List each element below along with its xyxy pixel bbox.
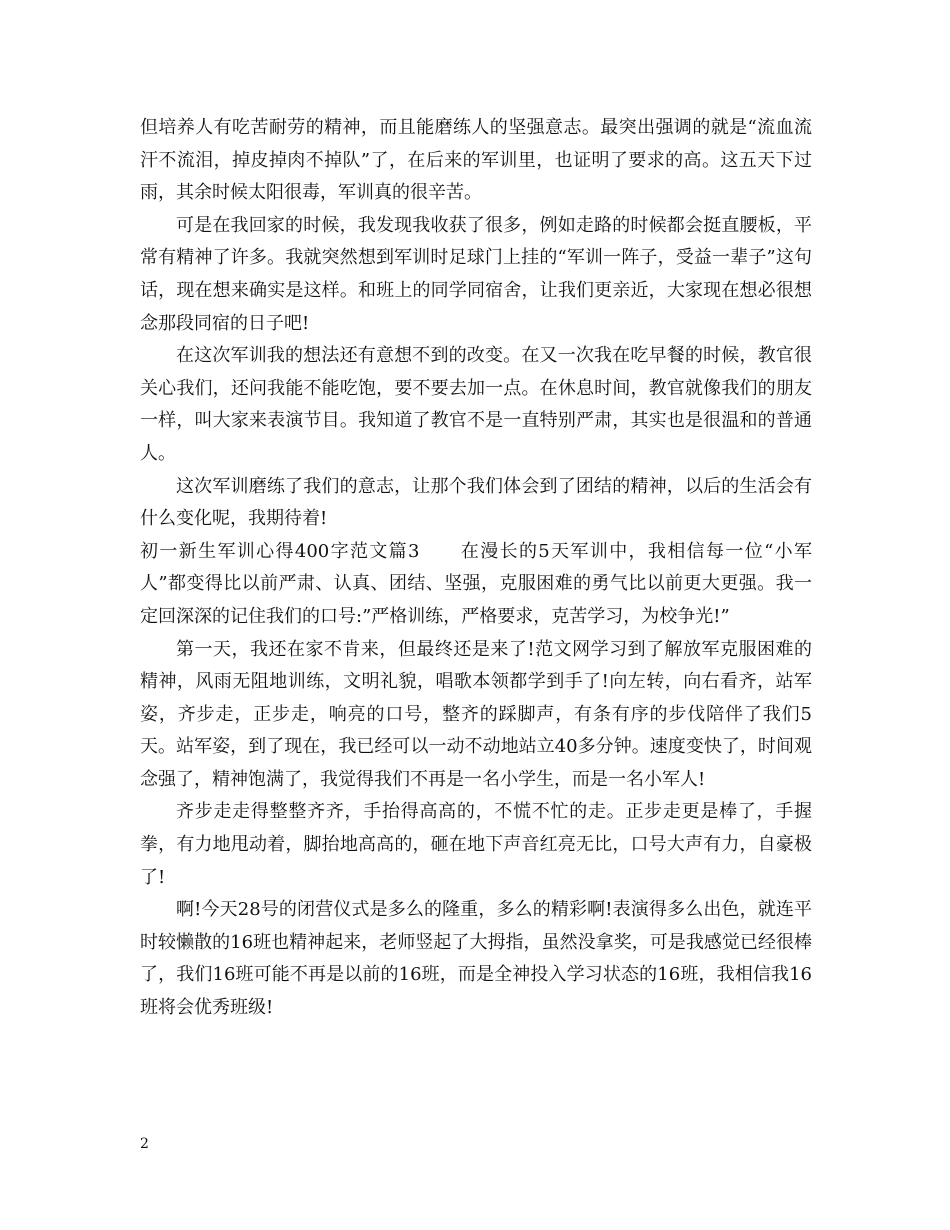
paragraph-4: 这次军训磨练了我们的意志，让那个我们体会到了团结的精神，以后的生活会有什么变化呢，我期待着! <box>140 475 812 530</box>
document-body <box>140 112 812 1025</box>
section-title: 初一新生军训心得400字范文篇3 <box>140 540 420 562</box>
paragraph-6: 齐步走走得整整齐齐，手抬得高高的，不慌不忙的走。正步走更是棒了，手握拳，有力地甩动着，脚抬地高高的，砸在地下声音红亮无比，口号大声有力，自豪极了! <box>140 801 812 888</box>
paragraph-3: 在这次军训我的想法还有意想不到的改变。在又一次我在吃早餐的时候，教官很关心我们，还问我能不能吃饱，要不要去加一点。在休息时间，教官就像我们的朋友一样，叫大家来表演节目。我知道了教官不是一直特别严肃，其实也是很温和的普通人。 <box>140 345 812 464</box>
paragraph-1: 但培养人有吃苦耐劳的精神，而且能磨练人的坚强意志。最突出强调的就是“流血流汗不流泪，掉皮掉肉不掉队”了，在后来的军训里，也证明了要求的高。这五天下过雨，其余时候太阳很毒，军训真的很辛苦。 <box>140 117 812 204</box>
section-first-paragraph: 在漫长的5天军训中，我相信每一位“小军人”都变得比以前严肃、认真、团结、坚强，克服困难的勇气比以前更大更强。我一定回深深的记住我们的口号:”严格训练，严格要求，克苦学习，为校争光!” <box>140 540 812 627</box>
paragraph-7: 啊!今天28号的闭营仪式是多么的隆重，多么的精彩啊!表演得多么出色，就连平时较懒散的16班也精神起来，老师竖起了大拇指，虽然没拿奖，可是我感觉已经很棒了，我们16班可能不再是以前的16班，而是全神投入学习状态的16班，我相信我16班将会优秀班级! <box>140 899 812 1019</box>
paragraph-5: 第一天，我还在家不肯来，但最终还是来了!范文网学习到了解放军克服困难的精神，风雨无阻地训练，文明礼貌，唱歌本领都学到手了!向左转，向右看齐，站军姿，齐步走，正步走，响亮的口号，整齐的踩脚声，有条有序的步伐陪伴了我们5天。站军姿，到了现在，我已经可以一动不动地站立40多分钟。速度变快了，时间观念强了，精神饱满了，我觉得我们不再是一名小学生，而是一名小军人! <box>140 638 812 790</box>
paragraph-2: 可是在我回家的时候，我发现我收获了很多，例如走路的时候都会挺直腰板，平常有精神了许多。我就突然想到军训时足球门上挂的“军训一阵子，受益一辈子”这句话，现在想来确实是这样。和班上的同学同宿舍，让我们更亲近，大家现在想必很想念那段同宿的日子吧! <box>140 214 812 334</box>
page-number: 2 <box>140 1136 149 1152</box>
section-paragraph <box>140 536 812 634</box>
